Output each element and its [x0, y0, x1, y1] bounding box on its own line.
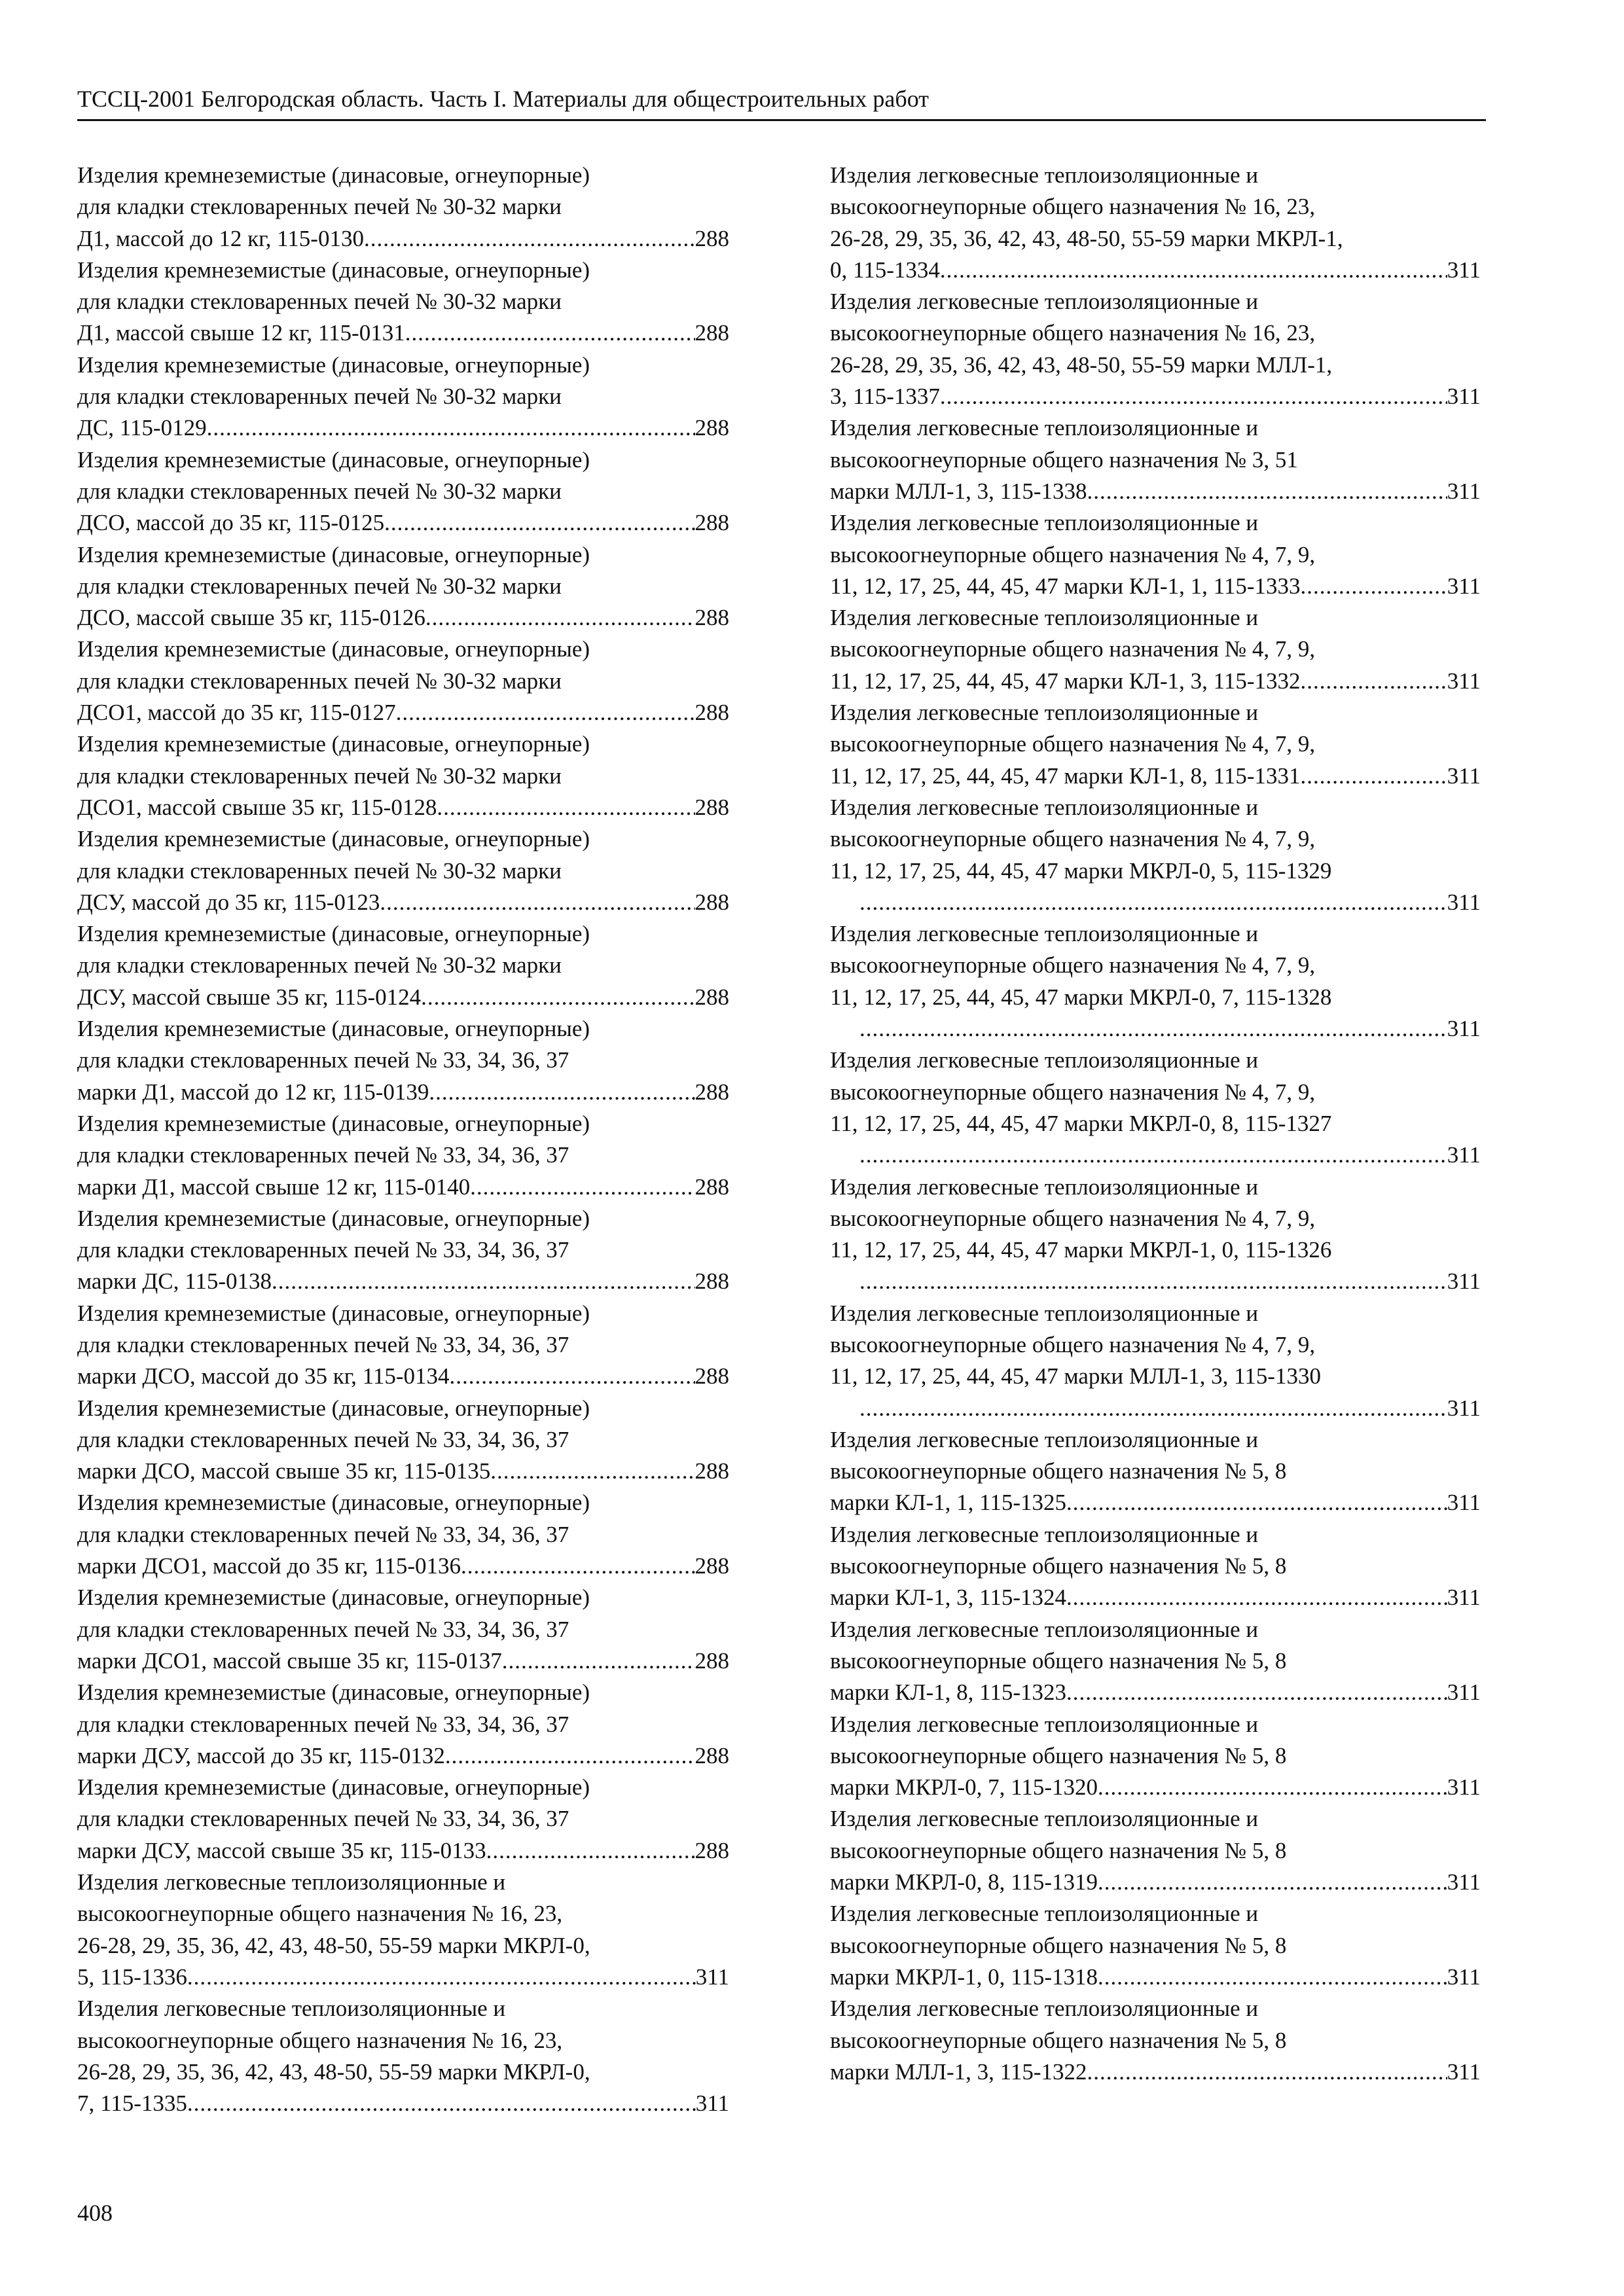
entry-line: для кладки стекловаренных печей № 30-32 марки: [77, 668, 562, 694]
index-entry: [77, 444, 729, 539]
entry-page-number: 288: [695, 1742, 729, 1768]
entry-line: 26-28, 29, 35, 36, 42, 43, 48-50, 55-59 марки МЛЛ-1,: [830, 351, 1333, 378]
index-entry: [830, 918, 1481, 1045]
entry-line: для кладки стекловаренных печей № 33, 34, 36, 37: [77, 1521, 569, 1547]
entry-line: высокоогнеупорные общего назначения № 5, 8: [830, 1647, 1287, 1674]
entry-line: 11, 12, 17, 25, 44, 45, 47 марки МЛЛ-1, 3, 115-1330: [830, 1363, 1321, 1390]
entry-leader-line: [830, 1962, 1481, 1993]
entry-leader-line: [830, 666, 1481, 697]
entry-text: марки МКРЛ-1, 0, 115-1318: [830, 1964, 1098, 1990]
dot-leader: [490, 1456, 695, 1487]
entry-text: марки КЛ-1, 3, 115-1324: [830, 1585, 1067, 1611]
entry-leader-line: [830, 1582, 1481, 1613]
index-entry: [77, 1013, 729, 1108]
entry-line: для кладки стекловаренных печей № 33, 34, 36, 37: [77, 1616, 569, 1642]
dot-leader: [187, 2088, 696, 2119]
entry-page-number: 311: [695, 1964, 729, 1990]
entry-line: Изделия легковесные теплоизоляционные и: [830, 415, 1259, 441]
entry-line: для кладки стекловаренных печей № 33, 34, 36, 37: [77, 1331, 569, 1357]
entry-text: марки ДСУ, массой свыше 35 кг, 115-0133: [77, 1837, 486, 1863]
entry-leader-line: [77, 1077, 729, 1108]
entry-text: 5, 115-1336: [77, 1964, 187, 1990]
entry-page-number: 311: [1447, 1490, 1481, 1516]
index-entry: [830, 1172, 1481, 1298]
dot-leader: [1066, 1487, 1447, 1518]
dot-leader: [384, 507, 695, 539]
entry-line: высокоогнеупорные общего назначения № 5, 8: [830, 1458, 1287, 1484]
entry-page-number: 311: [1447, 1869, 1481, 1895]
dot-leader: [859, 887, 1447, 918]
entry-line: Изделия легковесные теплоизоляционные и: [77, 1996, 506, 2022]
entry-page-number: 288: [695, 1837, 729, 1863]
entry-line: Изделия легковесные теплоизоляционные и: [830, 1426, 1259, 1452]
entry-leader-line: [830, 1677, 1481, 1708]
dot-leader: [380, 887, 695, 918]
entry-page-number: 288: [695, 794, 729, 820]
index-entry: [77, 1772, 729, 1867]
entry-text: ДСО, массой свыше 35 кг, 115-0126: [77, 605, 425, 631]
entry-line: Изделия легковесные теплоизоляционные и: [830, 1616, 1259, 1642]
dot-leader: [396, 697, 695, 728]
entry-line: Изделия легковесные теплоизоляционные и: [830, 605, 1259, 631]
index-entry: [830, 1424, 1481, 1519]
entry-leader-line: [830, 255, 1481, 286]
entry-leader-line: [77, 1456, 729, 1487]
dot-leader: [445, 1740, 695, 1772]
entry-line: высокоогнеупорные общего назначения № 16, 23,: [77, 1901, 563, 1927]
entry-text: ДСО1, массой свыше 35 кг, 115-0128: [77, 794, 437, 820]
index-entry: [830, 602, 1481, 697]
entry-line: для кладки стекловаренных печей № 30-32 марки: [77, 289, 562, 315]
entry-line: Изделия легковесные теплоизоляционные и: [830, 1996, 1259, 2022]
entry-line: Изделия легковесные теплоизоляционные и: [830, 289, 1259, 315]
entry-line: высокоогнеупорные общего назначения № 4, 7, 9,: [830, 1079, 1316, 1105]
entry-line: Изделия легковесные теплоизоляционные и: [830, 1521, 1259, 1547]
entry-text: ДСО1, массой до 35 кг, 115-0127: [77, 700, 396, 726]
index-entry: [830, 507, 1481, 602]
entry-line: Изделия легковесные теплоизоляционные и: [77, 1869, 506, 1895]
entry-leader-line: [77, 223, 729, 255]
entry-text: 3, 115-1337: [830, 384, 940, 410]
entry-line: Изделия кремнеземистые (динасовые, огнеупорные): [77, 1679, 590, 1706]
dot-leader: [859, 1393, 1447, 1424]
entry-page-number: 288: [695, 510, 729, 536]
entry-line: для кладки стекловаренных печей № 33, 34, 36, 37: [77, 1237, 569, 1263]
entry-line: высокоогнеупорные общего назначения № 5, 8: [830, 1742, 1287, 1768]
entry-line: высокоогнеупорные общего назначения № 5, 8: [830, 2027, 1287, 2053]
entry-text: марки МЛЛ-1, 3, 115-1338: [830, 478, 1087, 504]
entry-leader-line: [859, 887, 1481, 918]
entry-line: Изделия кремнеземистые (динасовые, огнеупорные): [77, 1300, 590, 1326]
entry-leader-line: [830, 1487, 1481, 1518]
index-entry: [77, 539, 729, 634]
entry-line: Изделия легковесные теплоизоляционные и: [830, 1901, 1259, 1927]
index-entry: [77, 1203, 729, 1298]
index-column-left: [77, 160, 729, 2119]
dot-leader: [502, 1645, 695, 1677]
page-header: ТССЦ-2001 Белгородская область. Часть I. Материалы для общестроительных работ: [77, 84, 1486, 121]
entry-leader-line: [77, 412, 729, 444]
entry-leader-line: [77, 982, 729, 1013]
dot-leader: [405, 317, 695, 349]
entry-line: высокоогнеупорные общего назначения № 16, 23,: [830, 194, 1316, 220]
entry-page-number: 311: [1447, 1585, 1481, 1611]
index-entry: [77, 1393, 729, 1488]
entry-line: Изделия кремнеземистые (динасовые, огнеупорные): [77, 921, 590, 947]
entry-text: 7, 115-1335: [77, 2090, 187, 2117]
entry-line: для кладки стекловаренных печей № 33, 34, 36, 37: [77, 1047, 569, 1073]
entry-leader-line: [830, 381, 1481, 412]
entry-text: марки ДСО, массой свыше 35 кг, 115-0135: [77, 1458, 491, 1484]
entry-page-number: 311: [1447, 1016, 1481, 1042]
entry-page-number: 288: [695, 320, 729, 346]
entry-leader-line: [859, 1393, 1481, 1424]
entry-page-number: 311: [1447, 1774, 1481, 1801]
entry-leader-line: [859, 1013, 1481, 1045]
entry-page-number: 311: [1447, 1142, 1481, 1168]
entry-line: для кладки стекловаренных печей № 30-32 марки: [77, 762, 562, 789]
dot-leader: [429, 1077, 695, 1108]
entry-line: высокоогнеупорные общего назначения № 4, 7, 9,: [830, 541, 1316, 567]
entry-leader-line: [77, 2088, 729, 2119]
entry-leader-line: [77, 1266, 729, 1297]
entry-line: Изделия кремнеземистые (динасовые, огнеупорные): [77, 541, 590, 567]
entry-text: 11, 12, 17, 25, 44, 45, 47 марки КЛ-1, 3, 115-1332: [830, 668, 1301, 694]
index-entry: [830, 286, 1481, 412]
entry-text: марки КЛ-1, 8, 115-1323: [830, 1679, 1067, 1706]
entry-line: 11, 12, 17, 25, 44, 45, 47 марки МКРЛ-0, 5, 115-1329: [830, 857, 1332, 884]
index-entry: [77, 1677, 729, 1772]
index-entry: [77, 634, 729, 728]
entry-line: Изделия легковесные теплоизоляционные и: [830, 794, 1259, 820]
entry-page-number: 288: [695, 889, 729, 915]
entry-leader-line: [77, 1172, 729, 1203]
dot-leader: [940, 255, 1447, 286]
entry-line: Изделия легковесные теплоизоляционные и: [830, 1174, 1259, 1200]
dot-leader: [437, 792, 695, 823]
entry-line: Изделия кремнеземистые (динасовые, огнеупорные): [77, 1585, 590, 1611]
index-entry: [77, 1487, 729, 1582]
index-entry: [830, 412, 1481, 507]
index-entry: [77, 1993, 729, 2119]
entry-text: ДСО, массой до 35 кг, 115-0125: [77, 510, 385, 536]
entry-page-number: 311: [1447, 1964, 1481, 1990]
index-entry: [77, 350, 729, 444]
index-entry: [77, 255, 729, 350]
entry-line: 26-28, 29, 35, 36, 42, 43, 48-50, 55-59 марки МКРЛ-0,: [77, 1932, 590, 1958]
index-entry: [830, 1519, 1481, 1614]
entry-line: Изделия кремнеземистые (динасовые, огнеупорные): [77, 731, 590, 757]
entry-leader-line: [830, 2056, 1481, 2088]
dot-leader: [1098, 1962, 1447, 1993]
index-entry: [830, 792, 1481, 918]
index-entry: [77, 160, 729, 255]
entry-line: Изделия легковесные теплоизоляционные и: [830, 1300, 1259, 1326]
entry-page-number: 288: [695, 1363, 729, 1390]
index-column-right: [830, 160, 1481, 2088]
index-entry: [77, 1298, 729, 1393]
index-entry: [830, 1045, 1481, 1171]
dot-leader: [421, 982, 695, 1013]
entry-page-number: 288: [695, 1647, 729, 1674]
entry-leader-line: [77, 1962, 729, 1993]
index-entry: [830, 1993, 1481, 2088]
entry-page-number: 311: [1447, 668, 1481, 694]
index-entry: [77, 1582, 729, 1677]
entry-line: высокоогнеупорные общего назначения № 3, 51: [830, 446, 1298, 473]
entry-page-number: 311: [1447, 257, 1481, 283]
entry-line: Изделия легковесные теплоизоляционные и: [830, 162, 1259, 188]
entry-leader-line: [77, 697, 729, 728]
entry-line: Изделия кремнеземистые (динасовые, огнеупорные): [77, 162, 590, 188]
dot-leader: [364, 223, 695, 255]
entry-page-number: 288: [695, 225, 729, 251]
dot-leader: [486, 1835, 695, 1867]
entry-line: Изделия кремнеземистые (динасовые, огнеупорные): [77, 1110, 590, 1136]
entry-page-number: 288: [695, 1079, 729, 1105]
entry-leader-line: [859, 1139, 1481, 1171]
dot-leader: [859, 1266, 1447, 1297]
entry-page-number: 288: [695, 1174, 729, 1200]
index-entry: [830, 697, 1481, 792]
entry-line: Изделия кремнеземистые (динасовые, огнеупорные): [77, 1205, 590, 1231]
entry-line: Изделия кремнеземистые (динасовые, огнеупорные): [77, 1774, 590, 1801]
entry-line: Изделия легковесные теплоизоляционные и: [830, 1806, 1259, 1832]
index-entry: [77, 918, 729, 1013]
entry-line: высокоогнеупорные общего назначения № 16, 23,: [77, 2027, 563, 2053]
entry-leader-line: [859, 1266, 1481, 1297]
entry-line: Изделия легковесные теплоизоляционные и: [830, 1047, 1259, 1073]
entry-line: Изделия кремнеземистые (динасовые, огнеупорные): [77, 1016, 590, 1042]
entry-line: для кладки стекловаренных печей № 33, 34, 36, 37: [77, 1426, 569, 1452]
entry-leader-line: [77, 887, 729, 918]
entry-line: высокоогнеупорные общего назначения № 4, 7, 9,: [830, 636, 1316, 662]
page-number: 408: [77, 2200, 113, 2226]
entry-page-number: 288: [695, 415, 729, 441]
entry-leader-line: [77, 1361, 729, 1392]
entry-line: 26-28, 29, 35, 36, 42, 43, 48-50, 55-59 марки МКРЛ-1,: [830, 225, 1343, 251]
dot-leader: [1087, 2056, 1447, 2088]
entry-line: для кладки стекловаренных печей № 30-32 марки: [77, 384, 562, 410]
entry-page-number: 311: [1447, 573, 1481, 599]
entry-page-number: 288: [695, 1268, 729, 1295]
entry-text: марки МКРЛ-0, 8, 115-1319: [830, 1869, 1098, 1895]
entry-page-number: 288: [695, 700, 729, 726]
entry-line: Изделия кремнеземистые (динасовые, огнеупорные): [77, 257, 590, 283]
entry-leader-line: [830, 1772, 1481, 1803]
dot-leader: [1087, 476, 1447, 507]
entry-line: 11, 12, 17, 25, 44, 45, 47 марки МКРЛ-1, 0, 115-1326: [830, 1237, 1332, 1263]
entry-line: 11, 12, 17, 25, 44, 45, 47 марки МКРЛ-0, 8, 115-1327: [830, 1110, 1332, 1136]
index-entry: [77, 1108, 729, 1203]
entry-line: для кладки стекловаренных печей № 33, 34, 36, 37: [77, 1142, 569, 1168]
entry-text: Д1, массой свыше 12 кг, 115-0131: [77, 320, 405, 346]
entry-text: 11, 12, 17, 25, 44, 45, 47 марки КЛ-1, 1, 115-1333: [830, 573, 1301, 599]
entry-line: Изделия легковесные теплоизоляционные и: [830, 1711, 1259, 1737]
dot-leader: [272, 1266, 695, 1297]
entry-page-number: 311: [1447, 384, 1481, 410]
dot-leader: [940, 381, 1447, 412]
entry-page-number: 311: [1447, 1679, 1481, 1706]
index-entry: [830, 1614, 1481, 1709]
entry-line: для кладки стекловаренных печей № 30-32 марки: [77, 194, 562, 220]
index-entry: [77, 728, 729, 823]
entry-line: для кладки стекловаренных печей № 33, 34, 36, 37: [77, 1711, 569, 1737]
entry-line: высокоогнеупорные общего назначения № 4, 7, 9,: [830, 1331, 1316, 1357]
entry-text: марки МЛЛ-1, 3, 115-1322: [830, 2058, 1087, 2085]
dot-leader: [461, 1551, 695, 1582]
entry-line: Изделия кремнеземистые (динасовые, огнеупорные): [77, 826, 590, 852]
dot-leader: [859, 1013, 1447, 1045]
entry-page-number: 288: [695, 605, 729, 631]
entry-leader-line: [830, 571, 1481, 602]
entry-line: для кладки стекловаренных печей № 33, 34, 36, 37: [77, 1806, 569, 1832]
entry-line: Изделия кремнеземистые (динасовые, огнеупорные): [77, 1490, 590, 1516]
entry-text: марки ДС, 115-0138: [77, 1268, 272, 1295]
entry-text: 11, 12, 17, 25, 44, 45, 47 марки КЛ-1, 8, 115-1331: [830, 762, 1301, 789]
entry-text: марки ДСО1, массой до 35 кг, 115-0136: [77, 1553, 461, 1579]
entry-line: высокоогнеупорные общего назначения № 4, 7, 9,: [830, 731, 1316, 757]
entry-line: для кладки стекловаренных печей № 30-32 марки: [77, 573, 562, 599]
entry-text: марки МКРЛ-0, 7, 115-1320: [830, 1774, 1098, 1801]
entry-text: марки ДСО, массой до 35 кг, 115-0134: [77, 1363, 450, 1390]
entry-line: высокоогнеупорные общего назначения № 16, 23,: [830, 320, 1316, 346]
entry-leader-line: [77, 792, 729, 823]
dot-leader: [1098, 1772, 1447, 1803]
entry-leader-line: [77, 1645, 729, 1677]
index-entry: [830, 1898, 1481, 1993]
entry-line: Изделия кремнеземистые (динасовые, огнеупорные): [77, 446, 590, 473]
entry-line: Изделия кремнеземистые (динасовые, огнеупорные): [77, 1395, 590, 1421]
index-entry: [77, 823, 729, 918]
dot-leader: [207, 412, 695, 444]
entry-page-number: 311: [1447, 2058, 1481, 2085]
entry-leader-line: [77, 317, 729, 349]
dot-leader: [187, 1962, 696, 1993]
dot-leader: [1300, 571, 1447, 602]
entry-text: марки Д1, массой свыше 12 кг, 115-0140: [77, 1174, 471, 1200]
entry-line: Изделия кремнеземистые (динасовые, огнеупорные): [77, 636, 590, 662]
entry-leader-line: [830, 1867, 1481, 1898]
entry-text: Д1, массой до 12 кг, 115-0130: [77, 225, 364, 251]
dot-leader: [1066, 1582, 1447, 1613]
index-entry: [830, 160, 1481, 286]
entry-text: ДСУ, массой свыше 35 кг, 115-0124: [77, 984, 422, 1010]
entry-line: Изделия легковесные теплоизоляционные и: [830, 700, 1259, 726]
entry-line: для кладки стекловаренных печей № 30-32 марки: [77, 478, 562, 504]
entry-text: марки КЛ-1, 1, 115-1325: [830, 1490, 1067, 1516]
entry-line: 26-28, 29, 35, 36, 42, 43, 48-50, 55-59 марки МКРЛ-0,: [77, 2058, 590, 2085]
entry-line: для кладки стекловаренных печей № 30-32 марки: [77, 857, 562, 884]
entry-text: марки ДСО1, массой свыше 35 кг, 115-0137: [77, 1647, 502, 1674]
entry-line: высокоогнеупорные общего назначения № 5, 8: [830, 1932, 1287, 1958]
entry-text: ДСУ, массой до 35 кг, 115-0123: [77, 889, 380, 915]
dot-leader: [1300, 666, 1447, 697]
entry-leader-line: [77, 507, 729, 539]
dot-leader: [425, 602, 695, 634]
dot-leader: [859, 1139, 1447, 1171]
entry-leader-line: [77, 1740, 729, 1772]
entry-leader-line: [77, 1551, 729, 1582]
entry-page-number: 311: [1447, 762, 1481, 789]
entry-line: Изделия легковесные теплоизоляционные и: [830, 510, 1259, 536]
entry-page-number: 288: [695, 1553, 729, 1579]
entry-page-number: 311: [1447, 478, 1481, 504]
dot-leader: [1098, 1867, 1447, 1898]
dot-leader: [450, 1361, 695, 1392]
dot-leader: [1066, 1677, 1447, 1708]
dot-leader: [470, 1172, 695, 1203]
index-entry: [77, 1867, 729, 1993]
entry-text: 0, 115-1334: [830, 257, 940, 283]
index-entry: [830, 1298, 1481, 1424]
entry-page-number: 311: [1447, 889, 1481, 915]
entry-line: высокоогнеупорные общего назначения № 4, 7, 9,: [830, 826, 1316, 852]
entry-line: высокоогнеупорные общего назначения № 4, 7, 9,: [830, 952, 1316, 978]
entry-line: для кладки стекловаренных печей № 30-32 марки: [77, 952, 562, 978]
entry-text: марки ДСУ, массой до 35 кг, 115-0132: [77, 1742, 445, 1768]
dot-leader: [1300, 761, 1447, 792]
entry-leader-line: [830, 476, 1481, 507]
entry-page-number: 288: [695, 984, 729, 1010]
entry-leader-line: [77, 1835, 729, 1867]
index-entry: [830, 1803, 1481, 1898]
entry-line: Изделия легковесные теплоизоляционные и: [830, 921, 1259, 947]
entry-page-number: 311: [1447, 1395, 1481, 1421]
entry-line: высокоогнеупорные общего назначения № 5, 8: [830, 1553, 1287, 1579]
entry-line: 11, 12, 17, 25, 44, 45, 47 марки МКРЛ-0, 7, 115-1328: [830, 984, 1332, 1010]
entry-line: высокоогнеупорные общего назначения № 4, 7, 9,: [830, 1205, 1316, 1231]
entry-page-number: 311: [695, 2090, 729, 2117]
index-entry: [830, 1709, 1481, 1804]
entry-text: ДС, 115-0129: [77, 415, 207, 441]
entry-line: Изделия кремнеземистые (динасовые, огнеупорные): [77, 351, 590, 378]
entry-page-number: 288: [695, 1458, 729, 1484]
entry-text: марки Д1, массой до 12 кг, 115-0139: [77, 1079, 429, 1105]
entry-leader-line: [830, 761, 1481, 792]
entry-leader-line: [77, 602, 729, 634]
entry-line: высокоогнеупорные общего назначения № 5, 8: [830, 1837, 1287, 1863]
entry-page-number: 311: [1447, 1268, 1481, 1295]
